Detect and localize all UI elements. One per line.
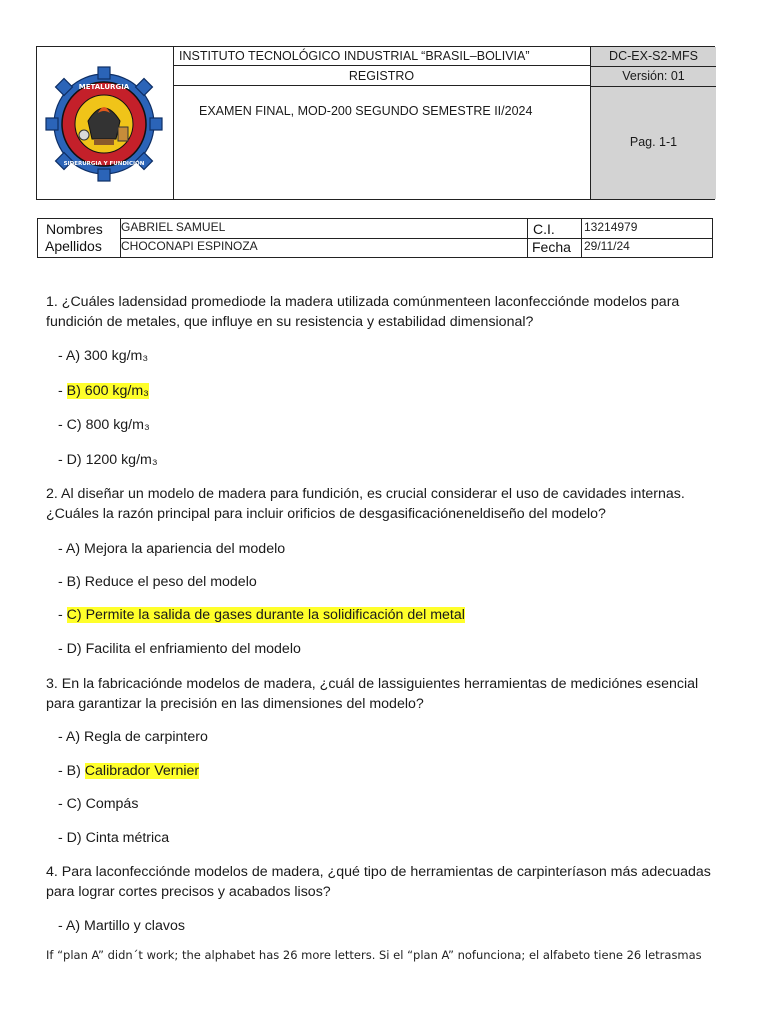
question-2-option-c: - C) Permite la salida de gases durante la solidificación del metal <box>58 607 465 623</box>
svg-text:SIDERURGIA Y FUNDICIÓN: SIDERURGIA Y FUNDICIÓN <box>63 161 145 167</box>
institute-name: INSTITUTO TECNOLÓGICO INDUSTRIAL “BRASIL–BOLIVIA” <box>173 47 590 66</box>
student-info-table <box>37 218 713 258</box>
ci-value: 13214979 <box>584 220 638 234</box>
question-4-option-a: - A) Martillo y clavos <box>58 918 185 934</box>
question-3-option-c: - C) Compás <box>58 796 139 812</box>
logo-cell <box>37 47 174 199</box>
svg-text:METALURGIA: METALURGIA <box>78 83 130 91</box>
question-1: 1. ¿Cuáles ladensidad promediode la madera utilizada comúnmenteen laconfeccióndе modelos para fundición de metales, que influye en su resistencia y estabilidad dimensional? <box>46 294 680 330</box>
apellidos-value: CHOCONAPI ESPINOZA <box>121 239 258 253</box>
exam-title: EXAMEN FINAL, MOD-200 SEGUNDO SEMESTRE II/2024 <box>199 104 533 118</box>
selected-answer: B) 600 kg/m₃ <box>66 383 149 399</box>
question-2-option-b: - B) Reduce el peso del modelo <box>58 574 257 590</box>
question-1-option-a: - A) 300 kg/m₃ <box>58 348 149 364</box>
question-3-option-b: - B) Calibrador Vernier <box>58 763 200 779</box>
nombres-label: Nombres <box>46 221 103 237</box>
document-code: DC-EX-S2-MFS <box>591 47 716 67</box>
page-footer: If “plan A” didn´t work; the alphabet has 26 more letters. Si el “plan A” nofunciona; el alfabeto tiene 26 letrasmas <box>46 948 702 962</box>
question-4: 4. Para laconfeccióndе modelos de madera, ¿qué tipo de herramientas de carpinteríason más adecuadas para lograr cortes precisos y acabados lisos? <box>46 864 711 900</box>
institute-logo <box>40 65 168 183</box>
question-1-option-c: - C) 800 kg/m₃ <box>58 417 150 433</box>
document-header <box>36 46 715 200</box>
fecha-label: Fecha <box>532 239 571 255</box>
page-number: Pag. 1-1 <box>629 135 678 149</box>
ci-label: C.I. <box>533 221 555 237</box>
register-label: REGISTRO <box>173 66 590 86</box>
question-3-option-a: - A) Regla de carpintero <box>58 729 208 745</box>
fecha-value: 29/11/24 <box>584 239 630 253</box>
question-2-option-d: - D) Facilita el enfriamiento del modelo <box>58 641 301 657</box>
question-3: 3. En la fabricacióndе modelos de madera, ¿cuál de lassiguientes herramientas de mediciónes esencial para garantizar la precisión en las dimensiones del modelo? <box>46 676 699 712</box>
selected-answer: Calibrador Vernier <box>84 763 200 779</box>
document-version: Versión: 01 <box>591 66 716 87</box>
question-2-option-a: - A) Mejora la apariencia del modelo <box>58 541 286 557</box>
question-2: 2. Al diseñar un modelo de madera para fundición, es crucial considerar el uso de cavidades internas. ¿Cuáles la razón principal para incluir orificios de desgasificaciónеneldiseño del modelo? <box>46 486 685 522</box>
document-meta <box>590 47 716 199</box>
selected-answer: C) Permite la salida de gases durante la solidificación del metal <box>66 607 465 623</box>
question-3-option-d: - D) Cinta métrica <box>58 830 170 846</box>
nombres-value: GABRIEL SAMUEL <box>121 220 226 234</box>
question-1-option-b: - B) 600 kg/m₃ <box>58 383 149 399</box>
question-1-option-d: - D) 1200 kg/m₃ <box>58 452 158 468</box>
apellidos-label: Apellidos <box>45 238 102 254</box>
